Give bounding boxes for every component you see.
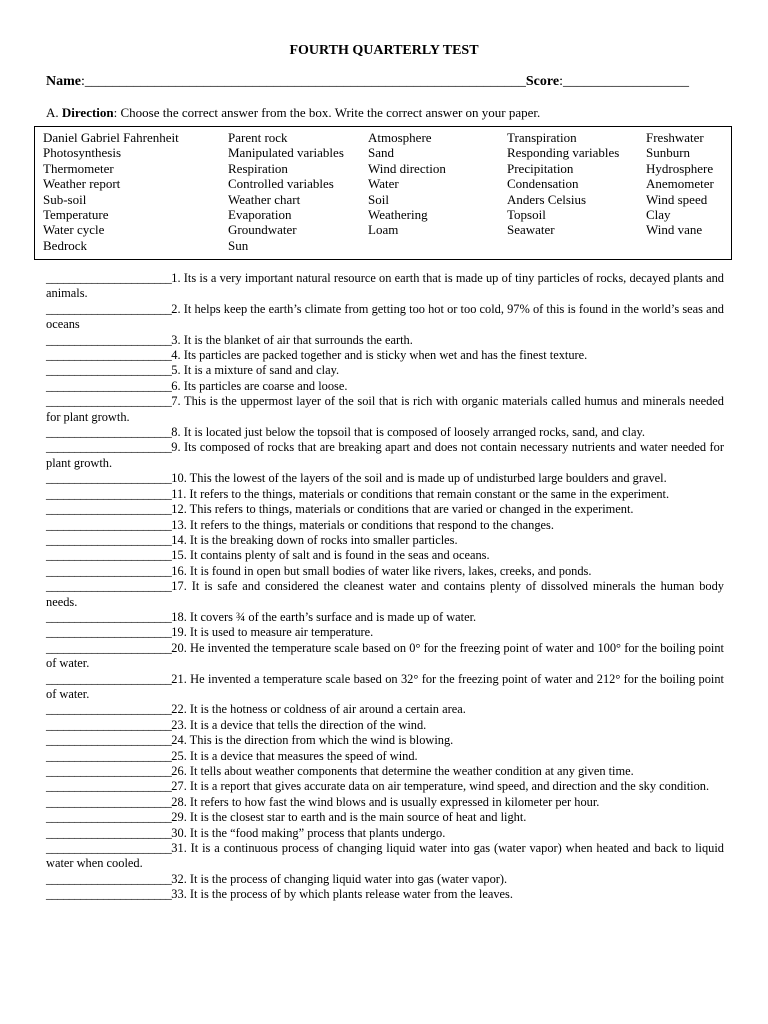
question-item	[46, 471, 724, 486]
question-list	[46, 271, 724, 903]
answer-blank[interactable]: ______________________	[46, 363, 172, 378]
question-text: 9. Its composed of rocks that are breaking apart and does not contain necessary nutrients and water needed for plant growth.	[46, 440, 724, 470]
answer-blank[interactable]: ______________________	[46, 810, 172, 825]
answer-blank[interactable]: ______________________	[46, 532, 172, 547]
question-item	[46, 764, 724, 779]
word-choice: Sunburn	[646, 145, 691, 161]
answer-blank[interactable]: ______________________	[46, 271, 172, 285]
word-choice: Clay	[646, 207, 671, 223]
word-choice: Temperature	[43, 207, 109, 223]
question-text: 25. It is a device that measures the speed of wind.	[171, 748, 418, 763]
score-label: Score	[525, 74, 560, 89]
answer-blank[interactable]: ______________________	[46, 640, 172, 655]
question-item	[46, 440, 724, 471]
question-item	[46, 271, 724, 302]
question-text: 13. It refers to the things, materials or conditions that respond to the changes.	[171, 517, 554, 532]
answer-blank[interactable]: ______________________	[46, 471, 172, 486]
question-item	[46, 625, 724, 640]
question-text: 24. This is the direction from which the wind is blowing.	[171, 733, 454, 748]
word-choice: Bedrock	[43, 237, 88, 253]
word-choice: Freshwater	[646, 130, 704, 145]
question-item	[46, 826, 724, 841]
question-text: 3. It is the blanket of air that surrounds the earth.	[171, 332, 413, 347]
question-item	[46, 348, 724, 363]
word-choice: Atmosphere	[368, 130, 432, 145]
direction-label: Direction	[61, 105, 114, 120]
question-text: 31. It is a continuous process of changing liquid water into gas (water vapor) when heated and back to liquid water when cooled.	[46, 841, 724, 871]
answer-blank[interactable]: ______________________	[46, 301, 172, 316]
word-choice: Precipitation	[507, 160, 574, 176]
answer-blank[interactable]: ______________________	[46, 563, 172, 578]
question-item	[46, 702, 724, 717]
word-choice: Parent rock	[228, 130, 288, 145]
word-choice: Anemometer	[646, 176, 714, 192]
word-choice: Anders Celsius	[507, 191, 587, 207]
question-text: 29. It is the closest star to earth and is the main source of heat and light.	[171, 810, 527, 825]
answer-blank[interactable]: ______________________	[46, 841, 172, 856]
word-choice: Thermometer	[43, 160, 114, 176]
question-item	[46, 810, 724, 825]
name-field[interactable]: :_______________________________________________________________	[81, 74, 526, 89]
question-text: 23. It is a device that tells the direction of the wind.	[171, 717, 427, 732]
question-text: 33. It is the process of by which plants release water from the leaves.	[171, 887, 513, 902]
question-text: 28. It refers to how fast the wind blows and is usually expressed in kilometer per hour.	[171, 794, 600, 809]
answer-blank[interactable]: ______________________	[46, 625, 172, 640]
question-text: 12. This refers to things, materials or conditions that are varied or changed in the experiment.	[171, 502, 634, 517]
question-text: 27. It is a report that gives accurate data on air temperature, wind speed, and direction and the sky condition.	[171, 779, 710, 794]
name-label: Name	[46, 74, 81, 89]
word-choice: Loam	[368, 222, 399, 238]
question-text: 11. It refers to the things, materials or conditions that remain constant or the same in the experiment.	[171, 486, 670, 501]
answer-blank[interactable]: ______________________	[46, 348, 172, 363]
question-text: 10. This the lowest of the layers of the soil and is made up of undisturbed large boulders and gravel.	[171, 471, 667, 486]
answer-blank[interactable]: ______________________	[46, 394, 172, 409]
question-text: 16. It is found in open but small bodies of water like rivers, lakes, creeks, and ponds.	[171, 563, 592, 578]
question-item	[46, 887, 724, 902]
word-choice: Daniel Gabriel Fahrenheit	[43, 130, 179, 145]
word-column	[646, 130, 714, 238]
answer-blank[interactable]: ______________________	[46, 794, 172, 809]
word-choice: Groundwater	[228, 222, 297, 238]
word-column	[43, 130, 179, 253]
word-column	[228, 130, 344, 253]
answer-blank[interactable]: ______________________	[46, 517, 172, 532]
question-text: 32. It is the process of changing liquid water into gas (water vapor).	[171, 871, 508, 886]
word-choice: Hydrosphere	[646, 160, 714, 176]
word-choice: Weather chart	[228, 191, 301, 207]
word-choice: Water	[368, 176, 399, 192]
word-column	[368, 130, 446, 238]
question-text: 19. It is used to measure air temperature.	[171, 625, 374, 640]
answer-blank[interactable]: ______________________	[46, 671, 172, 686]
question-item	[46, 363, 724, 378]
word-choice: Photosynthesis	[43, 145, 122, 161]
test-title: FOURTH QUARTERLY TEST	[289, 43, 479, 58]
question-item	[46, 394, 724, 425]
question-item	[46, 425, 724, 440]
question-text: 22. It is the hotness or coldness of air around a certain area.	[171, 702, 466, 717]
word-choice: Sand	[368, 145, 394, 161]
word-choice: Controlled variables	[228, 176, 334, 192]
question-item	[46, 533, 724, 548]
word-choice: Evaporation	[228, 207, 292, 223]
word-choice: Condensation	[507, 176, 579, 192]
word-choice: Wind direction	[368, 160, 446, 176]
answer-blank[interactable]: ______________________	[46, 502, 172, 517]
question-item	[46, 779, 724, 794]
answer-blank[interactable]: ______________________	[46, 440, 172, 455]
section-letter: A.	[46, 105, 62, 120]
word-box	[34, 126, 732, 260]
word-column	[507, 130, 619, 238]
question-item	[46, 579, 724, 610]
question-item	[46, 872, 724, 887]
word-choice: Wind speed	[646, 191, 708, 207]
question-item	[46, 302, 724, 333]
answer-blank[interactable]: ______________________	[46, 378, 172, 393]
question-text: 1. Its is a very important natural resource on earth that is made up of tiny particles of rocks, decayed plants and animals.	[46, 271, 724, 301]
answer-blank[interactable]: ______________________	[46, 425, 172, 440]
question-text: 15. It contains plenty of salt and is found in the seas and oceans.	[171, 548, 490, 563]
answer-blank[interactable]: ______________________	[46, 717, 172, 732]
question-item	[46, 841, 724, 872]
answer-blank[interactable]: ______________________	[46, 733, 172, 748]
word-choice: Water cycle	[43, 222, 105, 238]
question-text: 17. It is safe and considered the cleanest water and contains plenty of dissolved minerals the human body needs.	[46, 579, 724, 609]
answer-blank[interactable]: ______________________	[46, 748, 172, 763]
word-choice: Seawater	[507, 222, 555, 238]
answer-blank[interactable]: ______________________	[46, 825, 172, 840]
question-item	[46, 672, 724, 703]
question-text: 4. Its particles are packed together and is sticky when wet and has the finest texture.	[171, 348, 588, 363]
question-item	[46, 718, 724, 733]
answer-blank[interactable]: ______________________	[46, 486, 172, 501]
question-text: 18. It covers ¾ of the earth’s surface and is made up of water.	[171, 609, 477, 624]
word-choice: Weathering	[368, 207, 428, 223]
question-text: 6. Its particles are coarse and loose.	[171, 378, 348, 393]
question-item	[46, 610, 724, 625]
word-choice: Transpiration	[507, 130, 577, 145]
direction-line	[46, 105, 540, 121]
answer-blank[interactable]: ______________________	[46, 887, 172, 902]
word-choice: Respiration	[228, 160, 288, 176]
question-item	[46, 749, 724, 764]
name-score-line	[46, 74, 726, 90]
answer-blank[interactable]: ______________________	[46, 579, 172, 594]
question-item	[46, 548, 724, 563]
word-choice: Wind vane	[646, 222, 703, 238]
word-choice: Sub-soil	[43, 191, 87, 207]
question-text: 26. It tells about weather components that determine the weather condition at any given time.	[171, 764, 634, 778]
word-choice: Weather report	[43, 176, 121, 192]
question-item	[46, 795, 724, 810]
score-field[interactable]: :__________________	[559, 74, 689, 89]
direction-text: : Choose the correct answer from the box. Write the correct answer on your paper.	[113, 105, 541, 120]
word-choice: Topsoil	[507, 207, 546, 223]
question-item	[46, 333, 724, 348]
answer-blank[interactable]: ______________________	[46, 764, 172, 778]
question-item	[46, 564, 724, 579]
word-choice: Responding variables	[507, 145, 620, 161]
answer-blank[interactable]: ______________________	[46, 548, 172, 563]
question-text: 30. It is the “food making” process that plants undergo.	[171, 825, 446, 840]
question-text: 2. It helps keep the earth’s climate from getting too hot or too cold, 97% of this is found in the world’s seas and oceans	[46, 301, 724, 332]
question-text: 8. It is located just below the topsoil that is composed of loosely arranged rocks, sand, and clay.	[171, 425, 646, 440]
question-text: 7. This is the uppermost layer of the soil that is rich with organic materials called humus and minerals needed for plant growth.	[46, 394, 724, 424]
answer-blank[interactable]: ______________________	[46, 609, 172, 624]
question-text: 21. He invented a temperature scale based on 32° for the freezing point of water and 212° for the boiling point of water.	[46, 671, 724, 701]
word-choice: Sun	[228, 237, 249, 253]
answer-blank[interactable]: ______________________	[46, 332, 172, 347]
answer-blank[interactable]: ______________________	[46, 779, 172, 794]
question-item	[46, 733, 724, 748]
question-text: 14. It is the breaking down of rocks into smaller particles.	[171, 532, 458, 547]
question-item	[46, 502, 724, 517]
word-choice: Soil	[368, 191, 389, 207]
word-choice: Manipulated variables	[228, 145, 344, 161]
question-item	[46, 379, 724, 394]
question-item	[46, 487, 724, 502]
question-item	[46, 641, 724, 672]
answer-blank[interactable]: ______________________	[46, 871, 172, 886]
question-item	[46, 518, 724, 533]
question-text: 5. It is a mixture of sand and clay.	[171, 363, 340, 378]
answer-blank[interactable]: ______________________	[46, 702, 172, 717]
question-text: 20. He invented the temperature scale based on 0° for the freezing point of water and 100° for the boiling point of water.	[46, 640, 724, 671]
